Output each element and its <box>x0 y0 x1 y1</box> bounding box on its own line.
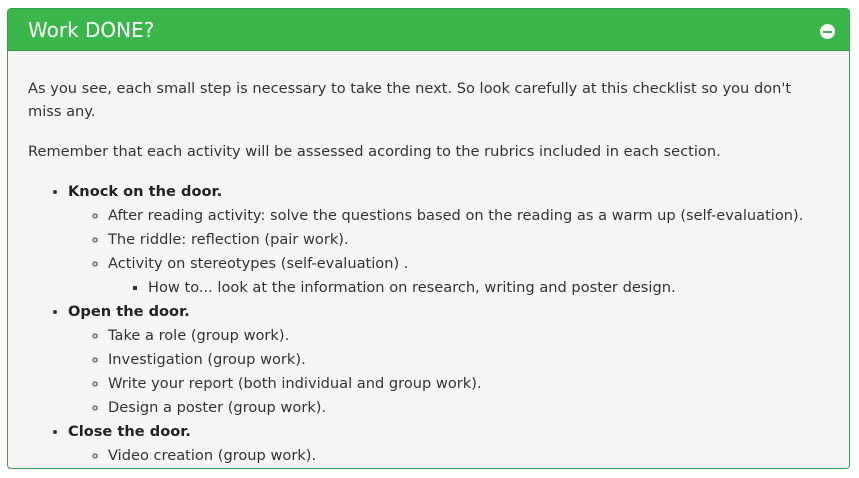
list-item: ◦ Take a role (group work). <box>108 324 829 348</box>
intro-paragraph: As you see, each small step is necessary to take the next. So look carefully at this checklist so you don't miss any. <box>28 80 792 120</box>
panel-title: Work DONE? <box>28 17 155 42</box>
list-item: ◦ Design a poster (group work). <box>108 396 829 420</box>
checklist-section <box>68 180 829 300</box>
checklist-section <box>68 300 829 420</box>
list-item-text: Activity on stereotypes (self-evaluation) . <box>108 255 409 272</box>
list-item: ◦ After reading activity: solve the questions based on the reading as a warm up (self-evaluation). <box>108 204 829 228</box>
list-item: ◦ Write your report (both individual and group work). <box>108 372 829 396</box>
section-items <box>68 324 829 420</box>
panel-body <box>8 51 849 468</box>
section-title: Knock on the door. <box>68 183 223 200</box>
intro-paragraph: Remember that each activity will be assessed acording to the rubrics included in each section. <box>28 143 721 160</box>
list-item: ▪ How to... look at the information on research, writing and poster design. <box>148 276 829 300</box>
section-title: Close the door. <box>68 423 191 440</box>
section-items <box>68 444 829 468</box>
list-item: ◦ Video creation (group work). <box>108 444 829 468</box>
list-item: ◦ The riddle: reflection (pair work). <box>108 228 829 252</box>
work-done-panel <box>7 8 850 469</box>
checklist <box>28 180 829 468</box>
checklist-section <box>68 420 829 468</box>
list-item: ◦ Investigation (group work). <box>108 348 829 372</box>
section-items <box>68 204 829 300</box>
sub-items <box>108 276 829 300</box>
list-item <box>108 252 829 300</box>
collapse-icon[interactable] <box>820 24 835 39</box>
panel-header[interactable] <box>8 9 849 51</box>
section-title: Open the door. <box>68 303 190 320</box>
